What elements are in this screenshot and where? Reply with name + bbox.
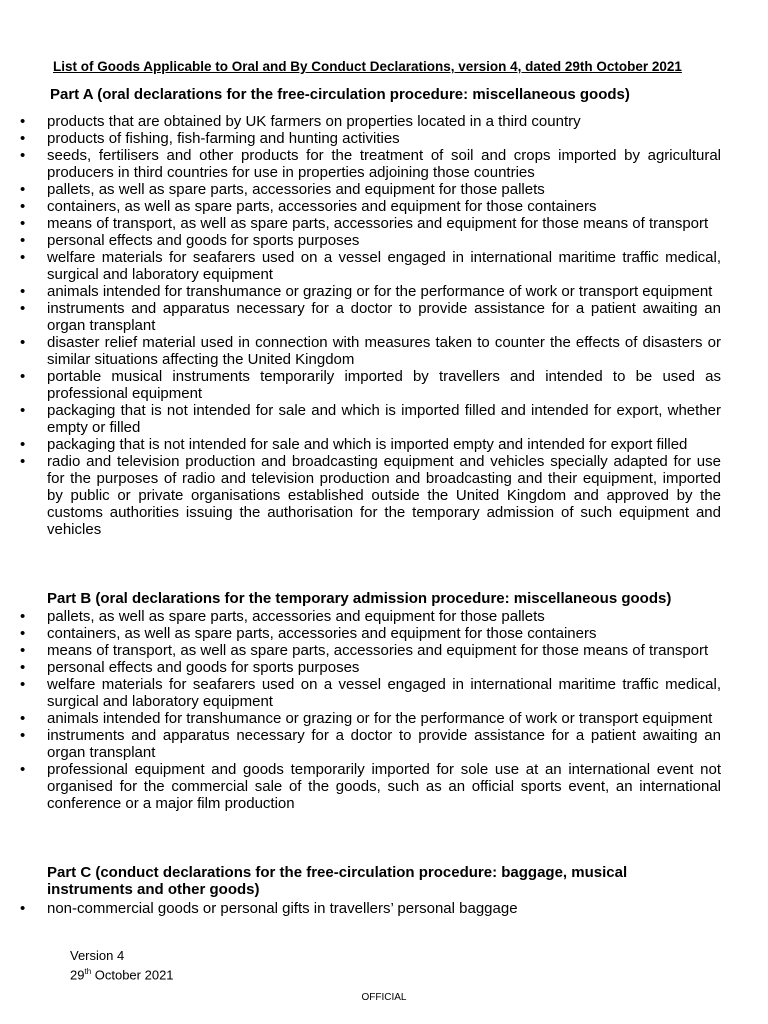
footer-version: Version 4 bbox=[70, 948, 125, 963]
part-a-list-item: • disaster relief material used in connection with measures taken to counter the effects of disasters or similar situations affecting the United Kingdom bbox=[0, 334, 721, 368]
part-a-list-item: • means of transport, as well as spare parts, accessories and equipment for those means of transport bbox=[0, 215, 721, 232]
part-a-list-item: • packaging that is not intended for sale and which is imported filled and intended for export, whether empty or filled bbox=[0, 402, 721, 436]
part-b-list-item: • instruments and apparatus necessary for a doctor to provide assistance for a patient awaiting an organ transplant bbox=[0, 727, 721, 761]
part-a-list-item: • radio and television production and broadcasting equipment and vehicles specially adapted for use for the purposes of radio and television production and broadcasting and their equipment, imported by public or private organisations established outside the United Kingdom and approved by the customs authorities issuing the authorisation for the temporary admission of such equipment and vehicles bbox=[0, 453, 721, 538]
part-a-list-item: • products that are obtained by UK farmers on properties located in a third country bbox=[0, 113, 721, 130]
part-a-heading: Part A (oral declarations for the free-circulation procedure: miscellaneous goods) bbox=[50, 86, 630, 103]
part-a-list-item: • welfare materials for seafarers used on a vessel engaged in international maritime traffic medical, surgical and laboratory equipment bbox=[0, 249, 721, 283]
part-b-list bbox=[0, 608, 721, 812]
part-b-list-item: • animals intended for transhumance or grazing or for the performance of work or transport equipment bbox=[0, 710, 721, 727]
part-b-list-item: • pallets, as well as spare parts, accessories and equipment for those pallets bbox=[0, 608, 721, 625]
document-title: List of Goods Applicable to Oral and By Conduct Declarations, version 4, dated 29th October 2021 bbox=[53, 59, 682, 74]
part-a-list-item: • portable musical instruments temporarily imported by travellers and intended to be used as professional equipment bbox=[0, 368, 721, 402]
part-a-list-item: • personal effects and goods for sports purposes bbox=[0, 232, 721, 249]
part-a-list-item: • products of fishing, fish-farming and hunting activities bbox=[0, 130, 721, 147]
footer-date-suffix: th bbox=[84, 967, 92, 976]
part-c-heading: Part C (conduct declarations for the free-circulation procedure: baggage, musical instruments and other goods) bbox=[47, 864, 628, 898]
part-b-list-item: • means of transport, as well as spare parts, accessories and equipment for those means of transport bbox=[0, 642, 721, 659]
part-a-list-item: • instruments and apparatus necessary for a doctor to provide assistance for a patient awaiting an organ transplant bbox=[0, 300, 721, 334]
footer-date-day: 29 bbox=[70, 967, 85, 983]
footer-date-rest: October 2021 bbox=[91, 967, 174, 983]
part-b-list-item: • professional equipment and goods temporarily imported for sole use at an international event not organised for the commercial sale of the goods, such as an official sports event, an international conference or a major film production bbox=[0, 761, 721, 812]
part-b-list-item: • personal effects and goods for sports purposes bbox=[0, 659, 721, 676]
part-a-list bbox=[0, 113, 721, 538]
part-a-list-item: • containers, as well as spare parts, accessories and equipment for those containers bbox=[0, 198, 721, 215]
part-b-heading: Part B (oral declarations for the temporary admission procedure: miscellaneous goods) bbox=[47, 590, 672, 607]
part-b-list-item: • welfare materials for seafarers used on a vessel engaged in international maritime traffic medical, surgical and laboratory equipment bbox=[0, 676, 721, 710]
footer-version-block bbox=[70, 948, 174, 983]
part-c-list-item: • non-commercial goods or personal gifts in travellers’ personal baggage bbox=[0, 900, 721, 917]
part-a-list-item: • animals intended for transhumance or grazing or for the performance of work or transport equipment bbox=[0, 283, 721, 300]
classification-label: OFFICIAL bbox=[361, 992, 407, 1003]
part-a-list-item: • seeds, fertilisers and other products for the treatment of soil and crops imported by agricultural producers in third countries for use in properties adjoining those countries bbox=[0, 147, 721, 181]
part-c-list bbox=[0, 900, 721, 917]
part-a-list-item: • packaging that is not intended for sale and which is imported empty and intended for export filled bbox=[0, 436, 721, 453]
part-a-list-item: • pallets, as well as spare parts, accessories and equipment for those pallets bbox=[0, 181, 721, 198]
part-b-list-item: • containers, as well as spare parts, accessories and equipment for those containers bbox=[0, 625, 721, 642]
footer-date bbox=[70, 964, 174, 983]
